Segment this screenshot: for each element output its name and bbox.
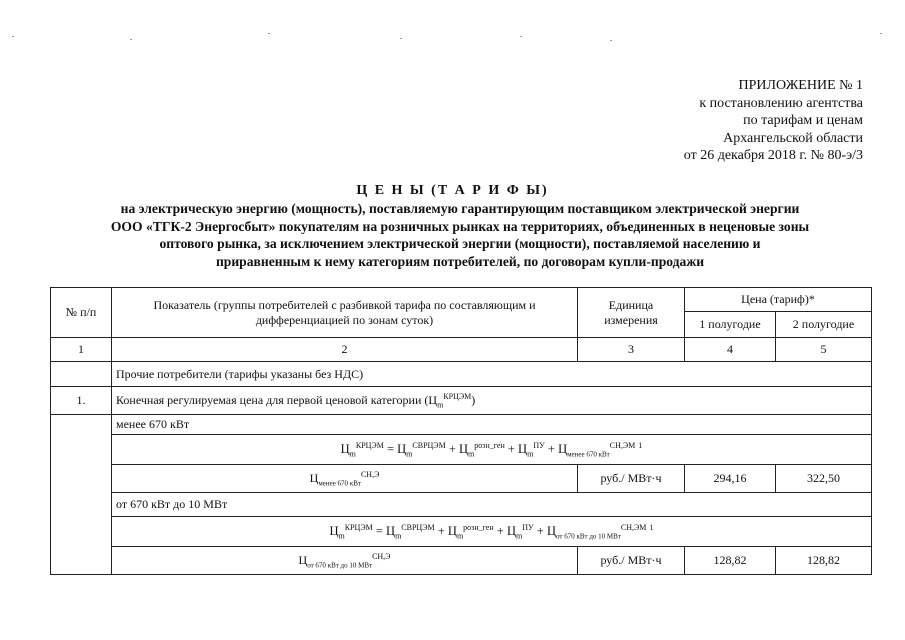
appendix-line: ПРИЛОЖЕНИЕ № 1: [738, 78, 863, 93]
unit-cell: руб./ МВт·ч: [578, 465, 685, 493]
component-label: $Ц_{менее 670 кВт}^{СН,Э}$: [112, 465, 578, 493]
group-label: менее 670 кВт: [112, 415, 872, 435]
appendix-line: Архангельской области: [723, 130, 863, 146]
column-number: 3: [578, 338, 685, 362]
appendix-line: от 26 декабря 2018 г. № 80-э/3: [683, 148, 863, 163]
column-number: 5: [776, 338, 872, 362]
subtitle-line: оптового рынка, за исключением электрической энергии (мощности), поставляемой населению и: [159, 236, 761, 251]
column-number: 2: [112, 338, 578, 362]
scan-mark: [130, 39, 132, 40]
empty-cell: [51, 415, 112, 575]
document-title: Ц Е Н Ы (Т А Р И Ф Ы): [356, 183, 549, 198]
component-label: $Ц_{от 670 кВт до 10 МВт}^{СН,Э}$: [112, 547, 578, 575]
row-label-end: ): [471, 393, 476, 407]
value-half1: 294,16: [685, 465, 776, 493]
scan-mark: [268, 33, 270, 34]
appendix-line: к постановлению агентства: [699, 95, 863, 111]
section-label: Прочие потребители (тарифы указаны без НДС): [112, 362, 872, 387]
value-half2: 128,82: [776, 547, 872, 575]
scan-mark: [610, 40, 612, 41]
row-label-sup: КРЦЭМ: [443, 392, 472, 401]
appendix-line: по тарифам и ценам: [743, 113, 863, 128]
subtitle-line: ООО «ТГК-2 Энергосбыт» покупателям на розничных рынках на территориях, объединенных в неценовые зоны: [110, 218, 810, 234]
header-unit: Единица измерения: [578, 288, 685, 338]
row-label-sub: m: [437, 400, 444, 410]
subtitle-line: приравненным к нему категориям потребителей, по договорам купли-продажи: [215, 253, 705, 269]
scan-mark: [400, 38, 402, 39]
column-number: 1: [51, 338, 112, 362]
footnote-mark: 1: [638, 440, 643, 450]
scan-mark: [12, 36, 14, 37]
tariff-table: [50, 287, 872, 575]
header-half1: 1 полугодие: [685, 312, 776, 338]
row-label: [112, 387, 872, 415]
scan-mark: [520, 36, 522, 37]
header-price: Цена (тариф)*: [685, 288, 872, 312]
unit-cell: руб./ МВт·ч: [578, 547, 685, 575]
footnote-mark: 1: [649, 522, 654, 532]
value-half2: 322,50: [776, 465, 872, 493]
header-half2: 2 полугодие: [776, 312, 872, 338]
column-number: 4: [685, 338, 776, 362]
formula-row: $Ц_m^{КРЦЭМ} = Ц_m^{СВРЦЭМ} + Ц_m^{розн\_ген} + Ц_m^{ПУ} + Ц_{менее 670 кВт}^{СН,ЭМ}$ $^1$: [112, 435, 872, 465]
header-indicator: Показатель (группы потребителей с разбивкой тарифа по составляющим и дифференциацией по зонам суток): [112, 288, 578, 338]
scan-mark: [880, 33, 882, 34]
group-label: от 670 кВт до 10 МВт: [112, 493, 872, 517]
document-subtitle: [60, 200, 860, 270]
row-label-text: Конечная регулируемая цена для первой ценовой категории (Ц: [116, 393, 438, 407]
value-half1: 128,82: [685, 547, 776, 575]
subtitle-line: на электрическую энергию (мощность), поставляемую гарантирующим поставщиком электрической энергии: [120, 201, 800, 216]
empty-cell: [51, 362, 112, 387]
row-number: 1.: [51, 387, 112, 415]
appendix-block: [563, 77, 863, 165]
header-num: № п/п: [51, 288, 112, 338]
formula-row: $Ц_m^{КРЦЭМ} = Ц_m^{СВРЦЭМ} + Ц_m^{розн\_ген} + Ц_m^{ПУ} + Ц_{от 670 кВт до 10 МВт}^{СН,ЭМ}$ $^1$: [112, 517, 872, 547]
